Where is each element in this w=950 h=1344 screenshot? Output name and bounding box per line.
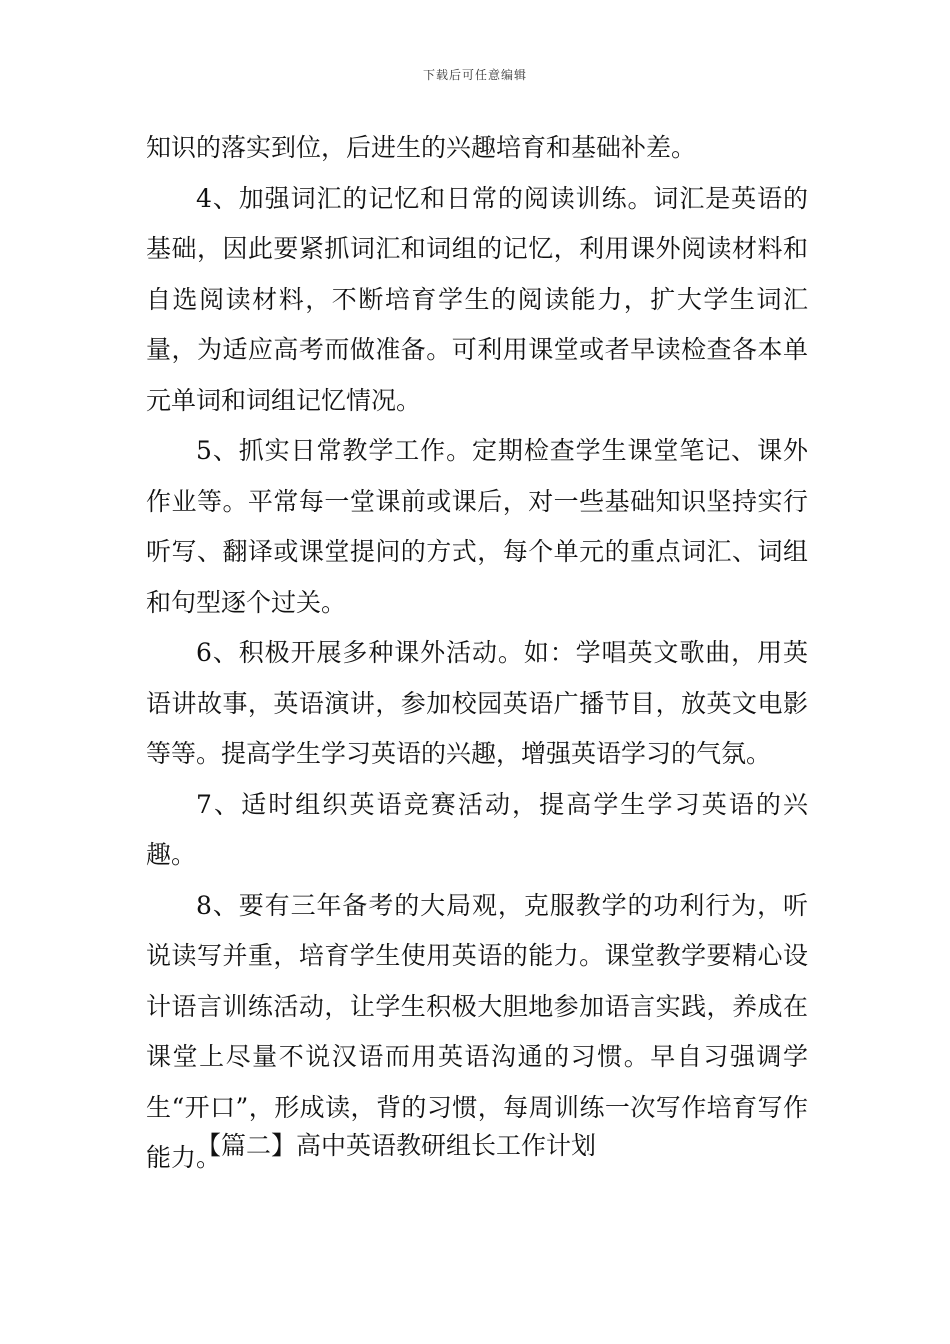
paragraph-item-8: 8、要有三年备考的大局观，克服教学的功利行为，听说读写并重，培育学生使用英语的能力。课堂教学要精心设计语言训练活动，让学生积极大胆地参加语言实践，养成在课堂上尽量不说汉语而用英语沟通的习惯。早自习强调学生“开口”，形成读，背的习惯，每周训练一次写作培育写作能力。 [146,890,808,1172]
paragraph-item-6: 6、积极开展多种课外活动。如：学唱英文歌曲，用英语讲故事，英语演讲，参加校园英语广播节目，放英文电影等等。提高学生学习英语的兴趣，增强英语学习的气氛。 [146,638,808,768]
paragraph-item-5: 5、抓实日常教学工作。定期检查学生课堂笔记、课外作业等。平常每一堂课前或课后，对一些基础知识坚持实行听写、翻译或课堂提问的方式，每个单元的重点词汇、词组和句型逐个过关。 [146,436,808,617]
paragraph-item-7: 7、适时组织英语竞赛活动，提高学生学习英语的兴趣。 [146,789,808,869]
page-header: 下载后可任意编辑 [422,68,527,82]
section-title: 【篇二】高中英语教研组长工作计划 [196,1131,597,1160]
paragraph-continuation: 知识的落实到位，后进生的兴趣培育和基础补差。 [146,133,697,162]
document-body [146,123,808,1184]
paragraph-item-4: 4、加强词汇的记忆和日常的阅读训练。词汇是英语的基础，因此要紧抓词汇和词组的记忆，利用课外阅读材料和自选阅读材料，不断培育学生的阅读能力，扩大学生词汇量，为适应高考而做准备。可利用课堂或者早读检查各本单元单词和词组记忆情况。 [146,183,808,415]
